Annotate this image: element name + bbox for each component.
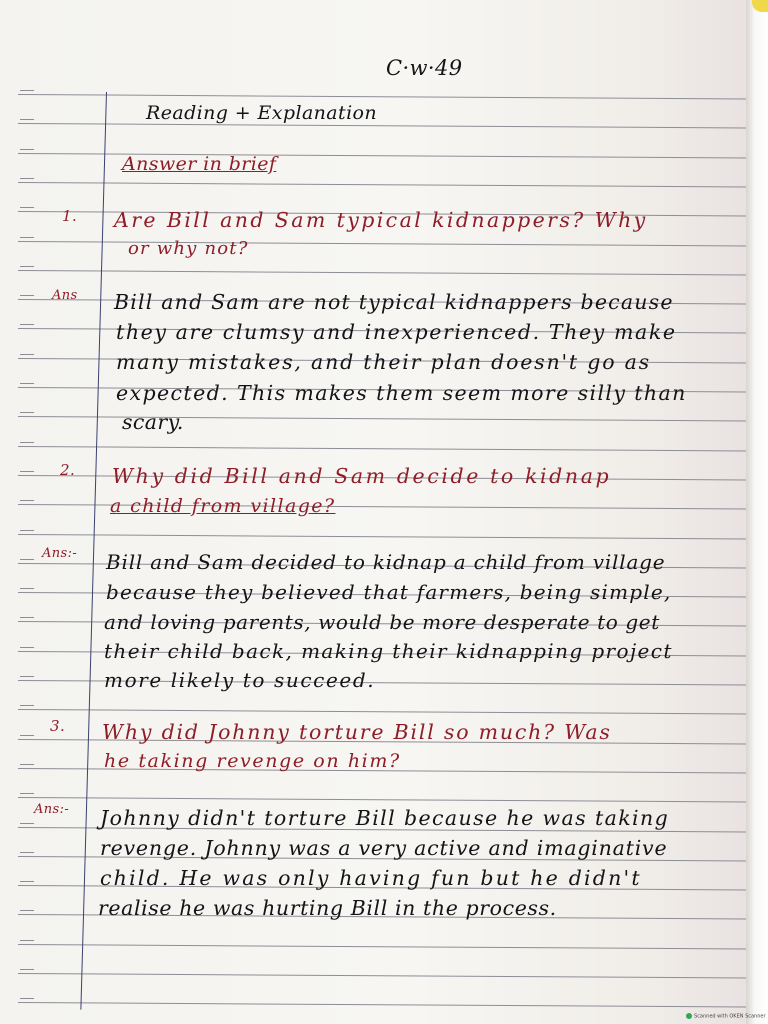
ruled-line [18, 797, 746, 802]
page-edge [746, 0, 768, 1024]
answer-line: they are clumsy and inexperienced. They make [116, 320, 677, 344]
margin-tick [20, 969, 34, 970]
page-id: C·w·49 [386, 56, 463, 80]
answer-label: Ans:- [34, 802, 70, 817]
margin-tick [20, 149, 34, 150]
margin-tick [20, 471, 34, 472]
question-number: 2. [60, 461, 76, 479]
ruled-line [18, 709, 746, 714]
answer-line: realise he was hurting Bill in the process. [98, 896, 557, 920]
margin-tick [20, 295, 34, 296]
margin-tick [20, 588, 34, 589]
margin-tick [20, 910, 34, 911]
answer-line: their child back, making their kidnapping project [104, 639, 673, 663]
question-line: Are Bill and Sam typical kidnappers? Why [114, 208, 648, 232]
margin-tick [20, 500, 34, 501]
margin-tick [20, 90, 34, 91]
ruled-line [18, 1002, 746, 1007]
answer-line: many mistakes, and their plan doesn't go as [116, 350, 652, 374]
scanner-watermark [686, 1013, 766, 1020]
margin-tick [20, 676, 34, 677]
margin-tick [20, 647, 34, 648]
margin-tick [20, 998, 34, 999]
margin-tick [20, 207, 34, 208]
scanner-logo-icon [686, 1013, 692, 1019]
answer-line: revenge. Johnny was a very active and imaginative [100, 836, 668, 860]
answer-line: Bill and Sam are not typical kidnappers because [114, 290, 674, 314]
margin-tick [20, 823, 34, 824]
margin-tick [20, 617, 34, 618]
margin-tick [20, 178, 34, 179]
margin-tick [20, 559, 34, 560]
ruled-line [18, 270, 746, 275]
answer-line: scary. [122, 410, 184, 434]
answer-line: because they believed that farmers, being simple, [106, 580, 672, 604]
answer-line: and loving parents, would be more desperate to get [104, 610, 660, 634]
margin-tick [20, 881, 34, 882]
margin-tick [20, 412, 34, 413]
ruled-line [18, 123, 746, 128]
margin-tick [20, 119, 34, 120]
margin-tick [20, 354, 34, 355]
margin-tick [20, 793, 34, 794]
question-line: a child from village? [110, 495, 336, 517]
answer-line: Bill and Sam decided to kidnap a child from village [106, 550, 666, 574]
margin-tick [20, 705, 34, 706]
margin-tick [20, 940, 34, 941]
question-number: 1. [62, 207, 78, 225]
margin-tick [20, 442, 34, 443]
margin-tick [20, 324, 34, 325]
answer-label: Ans [52, 288, 78, 303]
answer-label: Ans:- [42, 546, 78, 561]
page-title: Reading + Explanation [146, 102, 378, 124]
ruled-line [18, 973, 746, 978]
margin-tick [20, 735, 34, 736]
ruled-line [18, 944, 746, 949]
answer-line: more likely to succeed. [104, 668, 376, 692]
answer-line: Johnny didn't torture Bill because he was taking [100, 806, 670, 830]
question-line: Why did Bill and Sam decide to kidnap [112, 464, 612, 488]
margin-tick [20, 530, 34, 531]
question-line: Why did Johnny torture Bill so much? Was [102, 720, 612, 744]
answer-line: expected. This makes them seem more silly than [116, 381, 687, 405]
question-line: or why not? [128, 238, 249, 259]
margin-tick [20, 383, 34, 384]
scanner-label: Scanned with OKEN Scanner [694, 1013, 766, 1020]
ruled-line [18, 534, 746, 539]
ruled-line [18, 94, 746, 99]
question-line: he taking revenge on him? [104, 750, 401, 772]
ruled-line [18, 446, 746, 451]
question-number: 3. [50, 717, 66, 735]
margin-tick [20, 852, 34, 853]
section-subtitle: Answer in brief [122, 153, 277, 175]
margin-tick [20, 266, 34, 267]
margin-tick [20, 237, 34, 238]
answer-line: child. He was only having fun but he didn't [100, 866, 642, 890]
margin-tick [20, 764, 34, 765]
ruled-line [18, 182, 746, 187]
